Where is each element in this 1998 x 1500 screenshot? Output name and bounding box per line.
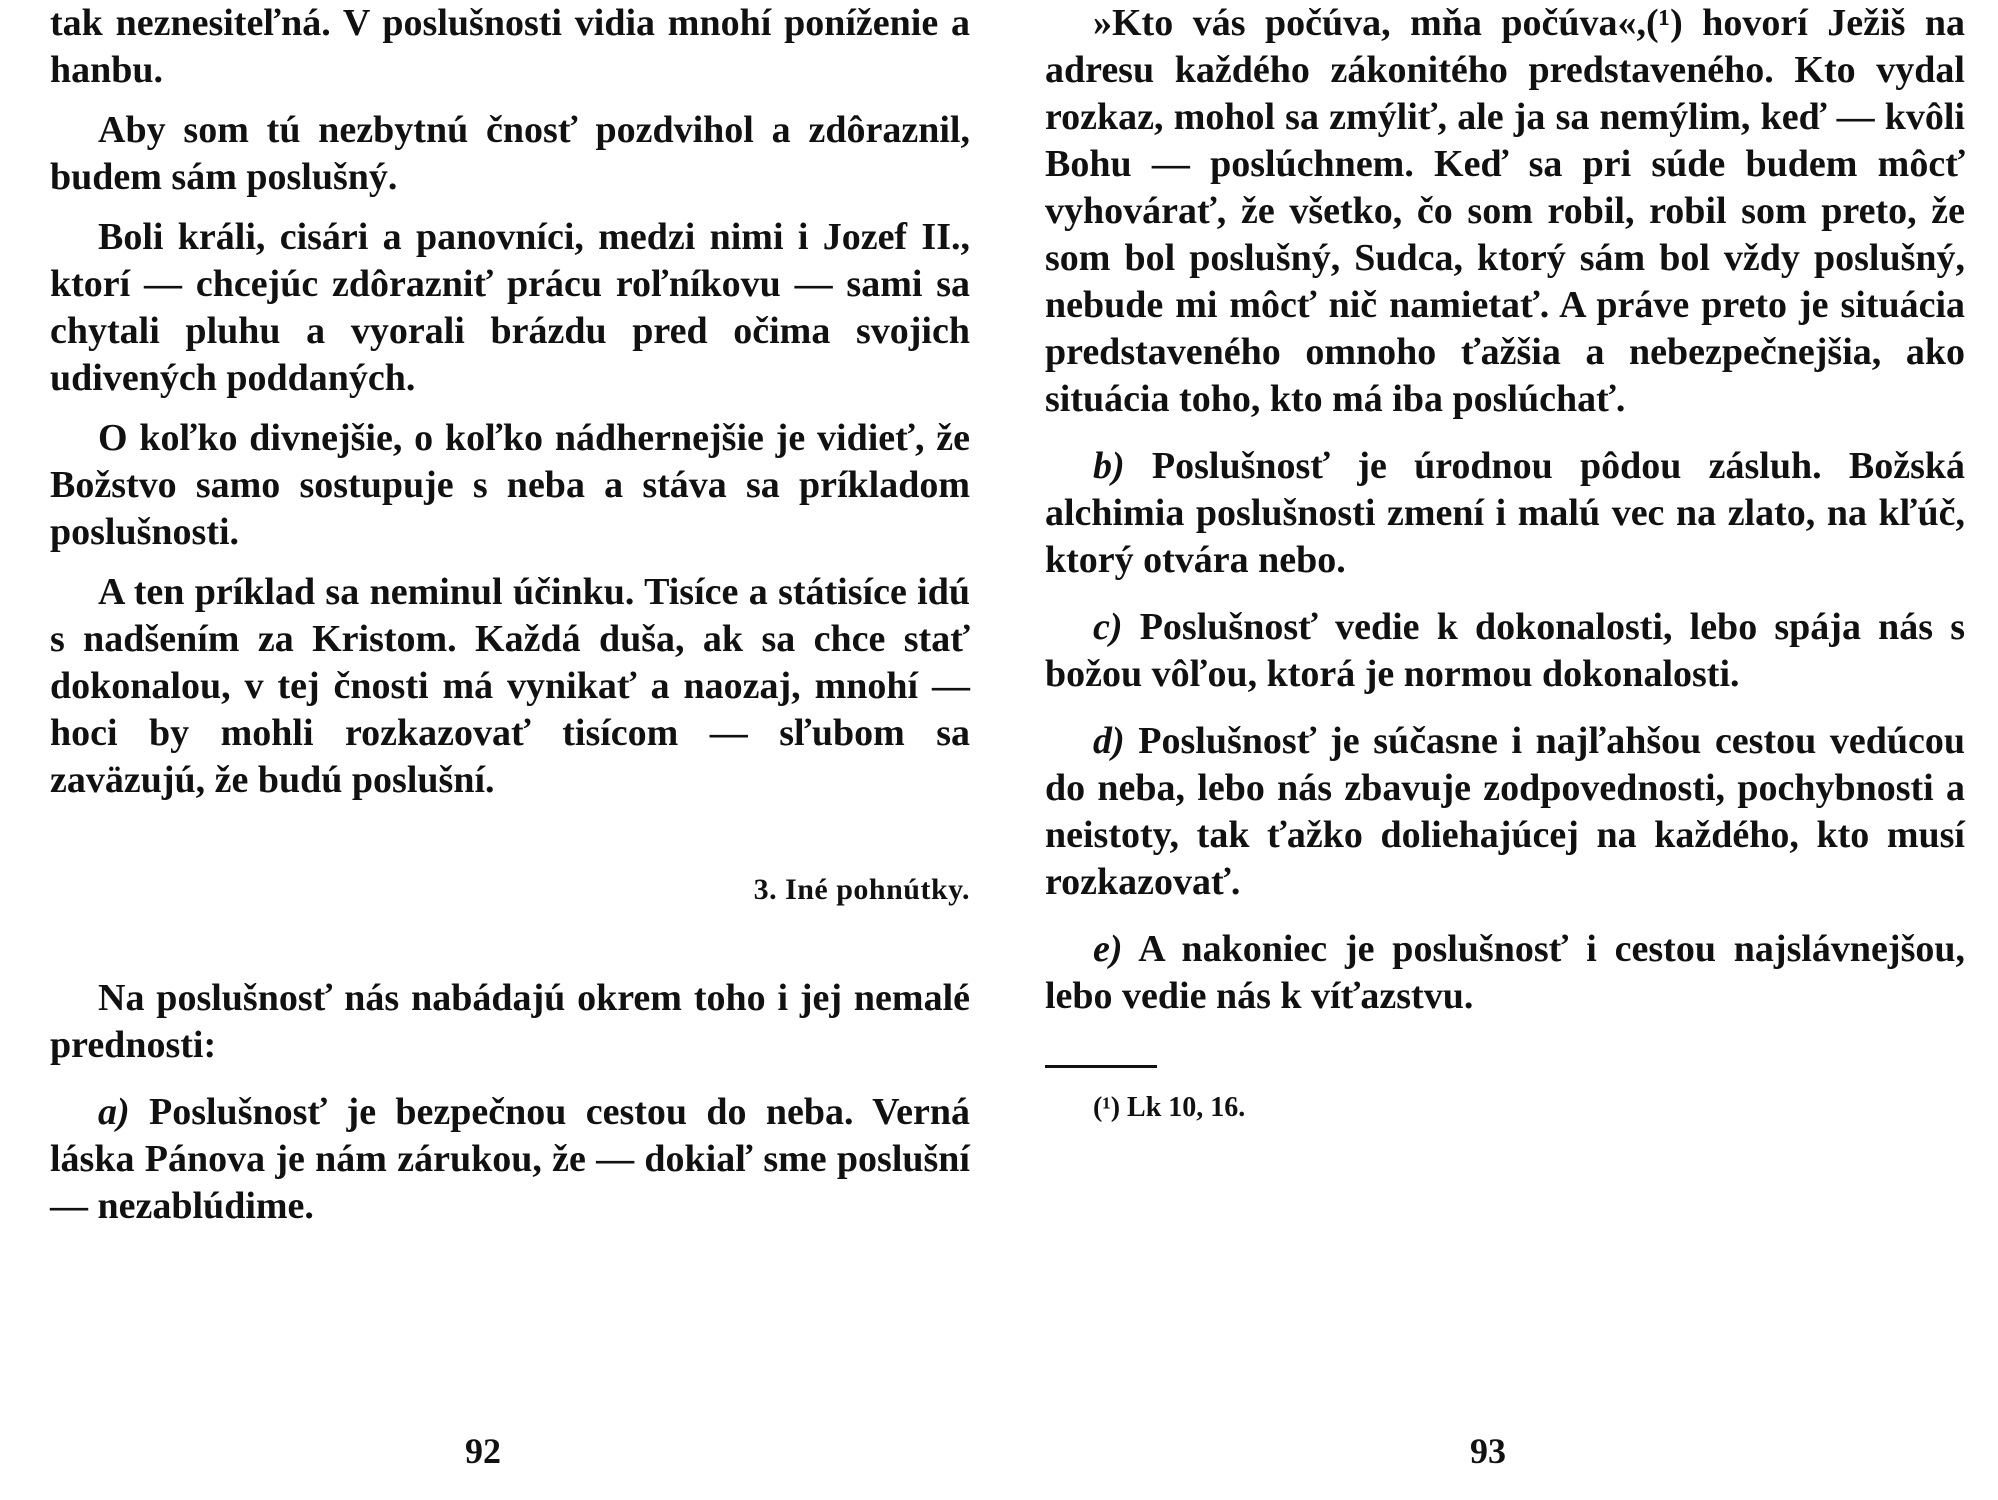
point-text: Poslušnosť je súčasne i najľahšou cestou vedúcou do neba, lebo nás zbavuje zodpovednosti, pochybnosti a neistoty, tak ťažko doliehajúcej na každého, kto musí rozkazovať. — [1045, 720, 1966, 903]
point-text: Poslušnosť je bezpečnou cestou do neba. Verná láska Pánova je nám zárukou, že — dokiaľ sme poslušní — nezablúdime. — [50, 1091, 970, 1227]
paragraph: A ten príklad sa neminul účinku. Tisíce a státisíce idú s nadšením za Kristom. Každá duša, ak sa chce stať dokonalou, v tej čnosti má vynikať a naozaj, mnohí — hoci by mohli rozkazovať tisícom — sľubom sa zaväzujú, že budú poslušní. — [50, 571, 970, 801]
quote-continuation: hovorí Ježiš na adresu každého zákonitého predstaveného. Kto vydal rozkaz, mohol sa zmýliť, ale ja sa nemýlim, keď — kvôli Bohu — poslúchnem. Keď sa pri súde budem môcť vyhovárať, že všetko, čo som robil, robil som preto, že som bol poslušný, Sudca, ktorý sám bol vždy poslušný, nebude mi môcť nič namietať. A práve preto je situácia predstaveného omnoho ťažšia a nebezpečnejšia, ako situácia toho, kto má iba poslúchať. — [1045, 2, 1965, 420]
right-page — [1045, 0, 1965, 1126]
footnote: (¹) Lk 10, 16. — [1093, 1092, 1246, 1123]
footnote-divider — [1045, 1065, 1157, 1068]
page-number-left: 92 — [465, 1431, 501, 1471]
point-d — [1045, 718, 1965, 906]
point-text: A nakoniec je poslušnosť i cestou najslávnejšou, lebo vedie nás k víťazstvu. — [1045, 928, 1965, 1017]
point-label: a) — [98, 1091, 130, 1133]
point-c — [1045, 604, 1965, 698]
paragraph: Aby som tú nezbytnú čnosť pozdvihol a zdôraznil, budem sám poslušný. — [50, 109, 970, 198]
section-heading: 3. Iné pohnútky. — [753, 873, 970, 906]
paragraph: tak neznesiteľná. V poslušnosti vidia mnohí poníženie a hanbu. — [50, 2, 970, 91]
footnote-reference: (¹) — [1646, 2, 1683, 44]
point-label: c) — [1093, 606, 1123, 648]
paragraph: Boli králi, cisári a panovníci, medzi nimi i Jozef II., ktorí — chcejúc zdôrazniť prácu roľníkovu — sami sa chytali pluhu a vyorali brázdu pred očima svojich udivených poddaných. — [50, 216, 970, 399]
point-label: b) — [1093, 445, 1125, 487]
point-b — [1045, 443, 1965, 584]
point-label: d) — [1093, 720, 1125, 762]
left-page — [50, 0, 970, 1230]
point-text: Poslušnosť je úrodnou pôdou zásluh. Božská alchimia poslušnosti zmení i malú vec na zlato, na kľúč, ktorý otvára nebo. — [1045, 445, 1965, 581]
point-label: e) — [1093, 928, 1123, 970]
paragraph-quote — [1045, 0, 1965, 423]
point-text: Poslušnosť vedie k dokonalosti, lebo spája nás s božou vôľou, ktorá je normou dokonalosti. — [1045, 606, 1966, 695]
point-e — [1045, 926, 1965, 1020]
page-number-right: 93 — [1470, 1431, 1506, 1471]
quote-text: »Kto vás počúva, mňa počúva«, — [1093, 2, 1647, 44]
paragraph: Na poslušnosť nás nabádajú okrem toho i jej nemalé prednosti: — [50, 977, 970, 1066]
point-a — [50, 1089, 970, 1230]
paragraph: O koľko divnejšie, o koľko nádhernejšie je vidieť, že Božstvo samo sostupuje s neba a stáva sa príkladom poslušnosti. — [50, 417, 970, 553]
